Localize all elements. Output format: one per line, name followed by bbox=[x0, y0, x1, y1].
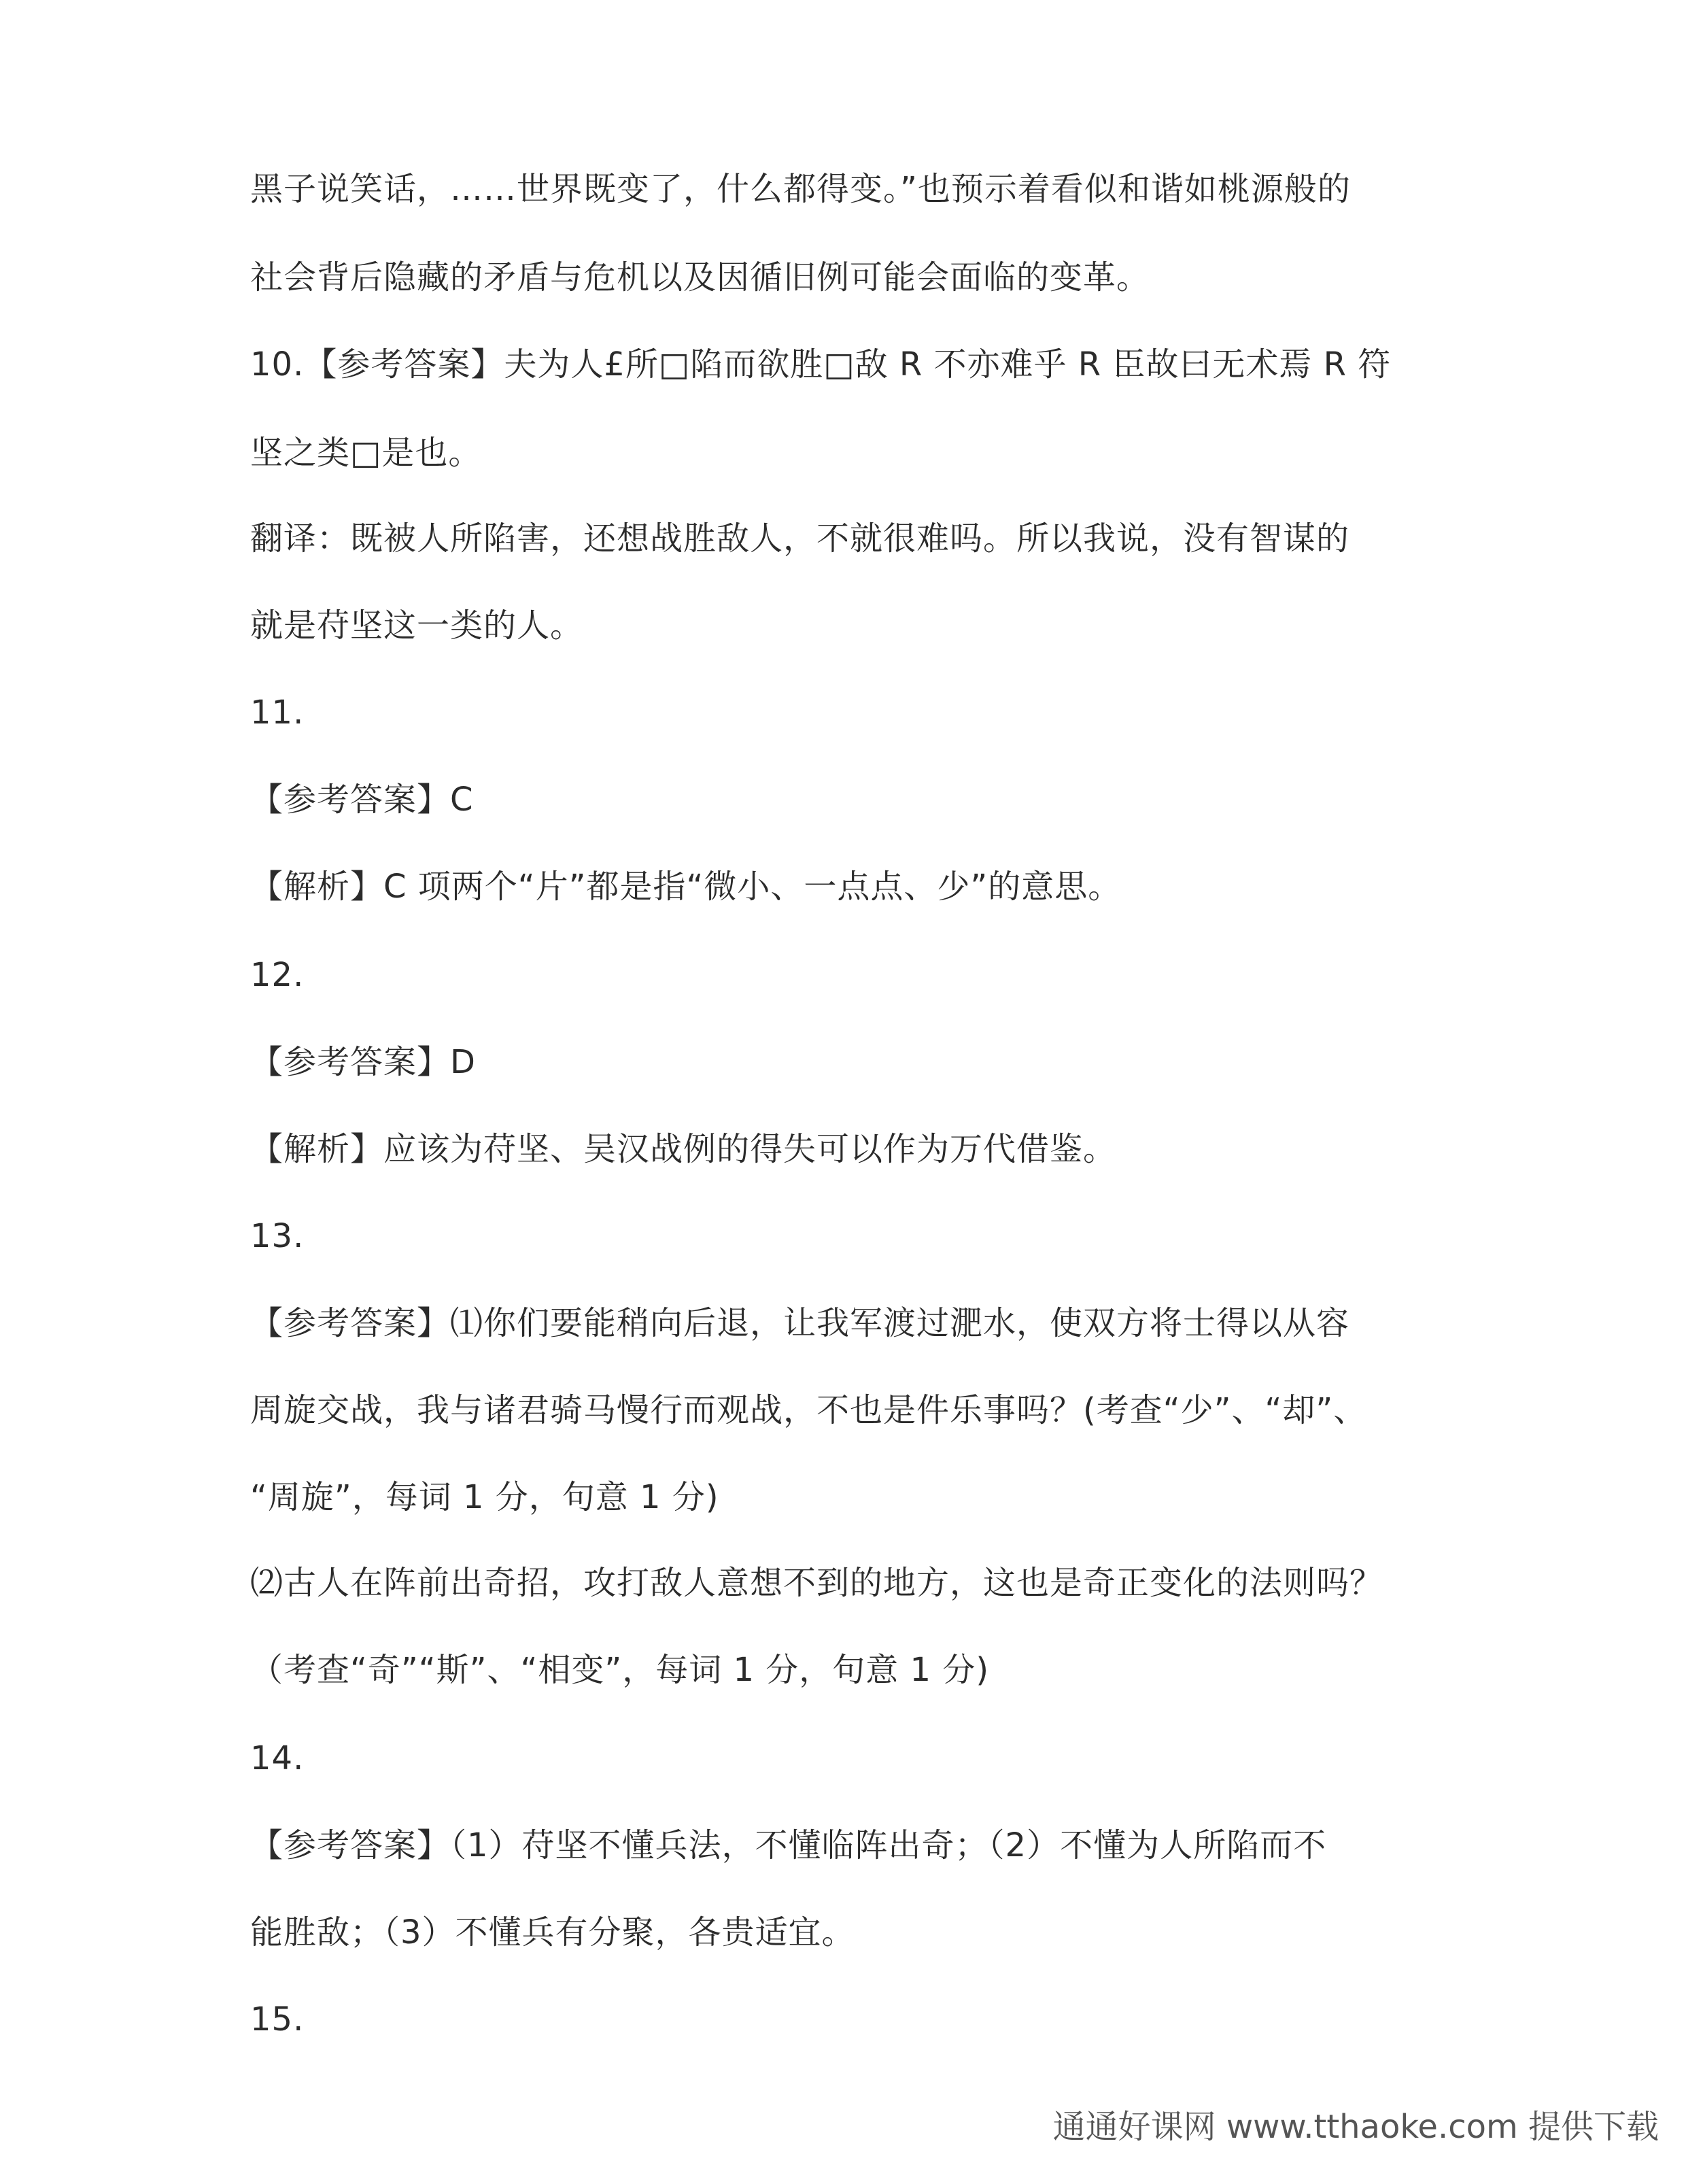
answer-13-line-4: ⑵古人在阵前出奇招，攻打敌人意想不到的地方，这也是奇正变化的法则吗？ bbox=[250, 1564, 1383, 1602]
footer-watermark: 通通好课网 www.tthaoke.com 提供下载 bbox=[1052, 2108, 1659, 2146]
question-12-number: 12. bbox=[250, 956, 305, 994]
answer-13-line-1: 【参考答案】⑴你们要能稍向后退，让我军渡过淝水，使双方将士得以从容 bbox=[250, 1304, 1350, 1342]
answer-10-line-2: 坚之类□是也。 bbox=[250, 434, 482, 472]
answer-13-line-3: “周旋”，每词 1 分，句意 1 分) bbox=[250, 1478, 719, 1516]
question-13-number: 13. bbox=[250, 1217, 305, 1255]
answer-12: 【参考答案】D bbox=[250, 1043, 476, 1081]
analysis-12: 【解析】应该为苻坚、吴汉战例的得失可以作为万代借鉴。 bbox=[250, 1130, 1117, 1168]
answer-11: 【参考答案】C bbox=[250, 781, 474, 819]
answer-14-line-1: 【参考答案】（1）苻坚不懂兵法，不懂临阵出奇；（2）不懂为人所陷而不 bbox=[250, 1826, 1327, 1864]
answer-13-line-2: 周旋交战，我与诸君骑马慢行而观战，不也是件乐事吗？(考查“少”、“却”、 bbox=[250, 1391, 1367, 1429]
question-14-number: 14. bbox=[250, 1739, 305, 1777]
answer-13-line-5: （考查“奇”“斯”、“相变”，每词 1 分，句意 1 分) bbox=[250, 1651, 990, 1689]
analysis-11: 【解析】C 项两个“片”都是指“微小、一点点、少”的意思。 bbox=[250, 868, 1122, 906]
text-line-1: 黑子说笑话，……世界既变了，什么都得变。”也预示着看似和谐如桃源般的 bbox=[250, 170, 1351, 208]
question-15-number: 15. bbox=[250, 2000, 305, 2038]
question-11-number: 11. bbox=[250, 694, 305, 732]
answer-14-line-2: 能胜敌；（3）不懂兵有分聚，各贵适宜。 bbox=[250, 1913, 855, 1951]
translation-line-2: 就是苻坚这一类的人。 bbox=[250, 607, 584, 645]
translation-line-1: 翻译：既被人所陷害，还想战胜敌人，不就很难吗。所以我说，没有智谋的 bbox=[250, 519, 1350, 558]
answer-10-line-1: 10.【参考答案】夫为人£所□陷而欲胜□敌 R 不亦难乎 R 臣故曰无术焉 R 符 bbox=[250, 345, 1392, 383]
text-line-2: 社会背后隐藏的矛盾与危机以及因循旧例可能会面临的变革。 bbox=[250, 258, 1150, 296]
